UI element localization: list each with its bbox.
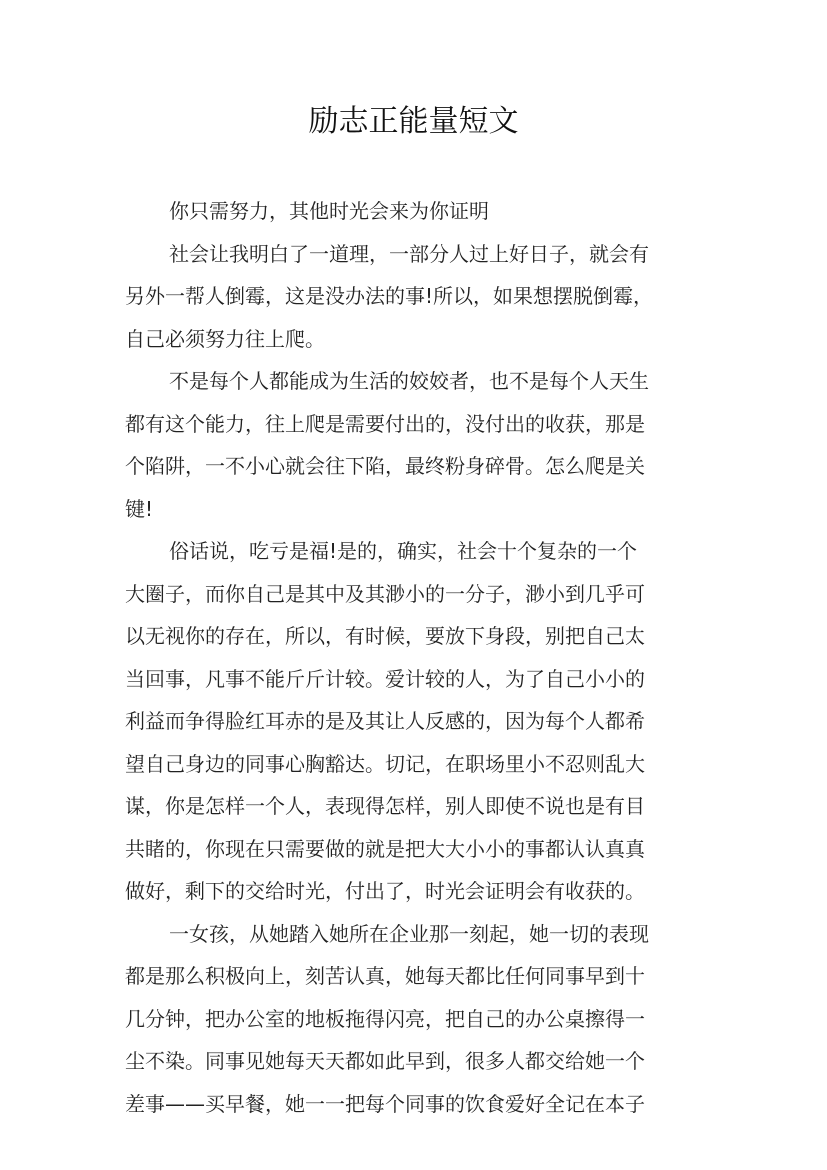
body-text-line: 谋，你是怎样一个人，表现得怎样，别人即使不说也是有目 xyxy=(125,794,645,818)
body-text-line: 个陷阱，一不小心就会往下陷，最终粉身碎骨。怎么爬是关 xyxy=(125,454,645,478)
body-text-line: 以无视你的存在，所以，有时候，要放下身段，别把自己太 xyxy=(125,624,645,648)
body-text-line: 差事——买早餐，她一一把每个同事的饮食爱好全记在本子 xyxy=(125,1091,645,1116)
body-text-line: 都有这个能力，往上爬是需要付出的，没付出的收获，那是 xyxy=(125,411,645,436)
body-text-line: 不是每个人都能成为生活的姣姣者，也不是每个人天生 xyxy=(169,369,649,393)
document-title: 励志正能量短文 xyxy=(308,104,519,139)
body-text-line: 当回事，凡事不能斤斤计较。爱计较的人，为了自己小小的 xyxy=(125,666,645,691)
body-text-line: 大圈子，而你自己是其中及其渺小的一分子，渺小到几乎可 xyxy=(125,581,645,606)
body-text-line: 利益而争得脸红耳赤的是及其让人反感的，因为每个人都希 xyxy=(125,709,645,733)
body-text-line: 自己必须努力往上爬。 xyxy=(125,326,325,351)
body-text-line: 俗话说，吃亏是福!是的，确实，社会十个复杂的一个 xyxy=(169,539,638,563)
body-text-line: 另外一帮人倒霉，这是没办法的事!所以，如果想摆脱倒霉， xyxy=(125,284,654,308)
body-text-line: 键! xyxy=(125,496,154,521)
body-text-line: 社会让我明白了一道理，一部分人过上好日子，就会有 xyxy=(169,241,649,266)
body-text-line: 做好，剩下的交给时光，付出了，时光会证明会有收获的。 xyxy=(125,879,645,903)
body-text-line: 一女孩，从她踏入她所在企业那一刻起，她一切的表现 xyxy=(169,921,649,946)
document-body xyxy=(125,190,715,1125)
body-text-line: 你只需努力，其他时光会来为你证明 xyxy=(169,199,489,223)
body-text-line: 几分钟，把办公室的地板拖得闪亮，把自己的办公桌擦得一 xyxy=(125,1006,645,1031)
body-text-line: 尘不染。同事见她每天天都如此早到，很多人都交给她一个 xyxy=(125,1049,645,1073)
body-text-line: 共睹的，你现在只需要做的就是把大大小小的事都认认真真 xyxy=(125,836,645,861)
body-text-line: 望自己身边的同事心胸豁达。切记，在职场里小不忍则乱大 xyxy=(125,751,645,776)
body-text-line: 都是那么积极向上，刻苦认真，她每天都比任何同事早到十 xyxy=(125,964,645,988)
